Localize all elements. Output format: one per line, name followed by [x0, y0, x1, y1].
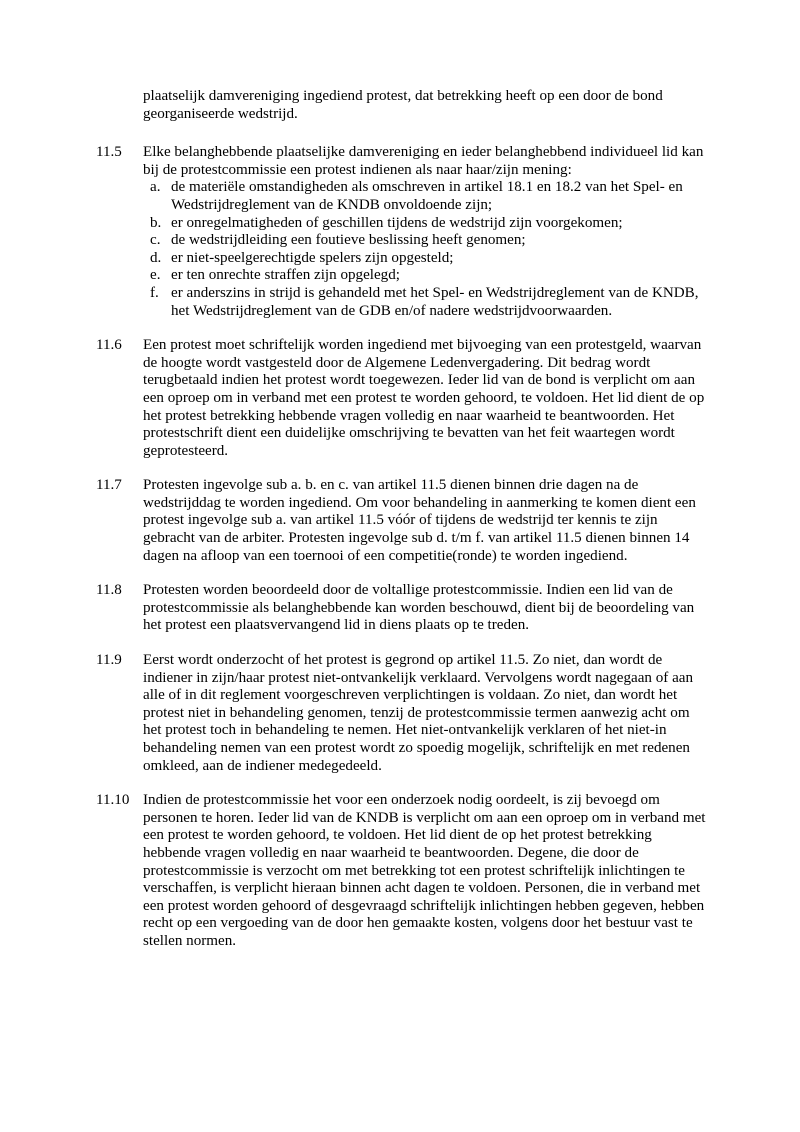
- clause-11-9: [96, 652, 706, 775]
- clause-number: 11.6: [96, 337, 122, 354]
- subitem-text: er anderszins in strijd is gehandeld met het Spel- en Wedstrijdreglement van de KNDB, het Wedstrijdreglement van de GDB en/of nadere wedstrijdvoorwaarden.: [171, 284, 699, 319]
- clause-number: 11.7: [96, 477, 122, 494]
- subitem-marker: a.: [150, 179, 161, 196]
- clause-list: [96, 144, 706, 950]
- subitem-text: er niet-speelgerechtigde spelers zijn opgesteld;: [171, 249, 454, 266]
- subitem-c: [150, 232, 706, 250]
- subitem-text: de materiële omstandigheden als omschreven in artikel 18.1 en 18.2 van het Spel- en Wedstrijdreglement van de KNDB onvoldoende zijn;: [171, 179, 683, 213]
- subitem-marker: f.: [150, 284, 159, 301]
- subitem-marker: e.: [150, 267, 161, 284]
- clause-11-10: [96, 792, 706, 950]
- subitem-text: er onregelmatigheden of geschillen tijdens de wedstrijd zijn voorgekomen;: [171, 214, 623, 231]
- continuation-paragraph-text: plaatselijk damvereniging ingediend protest, dat betrekking heeft op een door de bond georganiseerde wedstrijd.: [143, 88, 663, 122]
- clause-11-7: [96, 477, 706, 565]
- subitem-b: [150, 215, 706, 233]
- subitem-marker: b.: [150, 214, 162, 231]
- subitem-text: er ten onrechte straffen zijn opgelegd;: [171, 267, 400, 284]
- subitem-marker: d.: [150, 249, 162, 266]
- subitem-d: [150, 250, 706, 268]
- clause-text: Indien de protestcommissie het voor een onderzoek nodig oordeelt, is zij bevoegd om personen te horen. Ieder lid van de KNDB is verplicht om aan een oproep om in verband met een protest te worden gehoord, te voldoen. Het lid dient de op het protest betrekking hebbende vragen volledig en naar waarheid te beantwoorden. Degene, die door de protestcommissie is verzocht om met betrekking tot een protest schriftelijk inlichtingen te verschaffen, is verplicht hieraan binnen acht dagen te voldoen. Personen, die in verband met een protest worden gehoord of desgevraagd schriftelijk inlichtingen hebben gegeven, hebben recht op een vergoeding van de door hen gemaakte kosten, volgens door het bestuur vast te stellen normen.: [143, 792, 706, 949]
- clause-text: Een protest moet schriftelijk worden ingediend met bijvoeging van een protestgeld, waarvan de hoogte wordt vastgesteld door de Algemene Ledenvergadering. Dit bedrag wordt terugbetaald indien het protest wordt toegewezen. Ieder lid van de bond is verplicht om aan een oproep om in verband met een protest te worden gehoord, te voldoen. Het lid dient de op het protest betrekking hebbende vragen volledig en naar waarheid te beantwoorden. Het protestschrift dient een duidelijke omschrijving te bevatten van het feit waartegen wordt geprotesteerd.: [143, 337, 705, 459]
- subitem-text: de wedstrijdleiding een foutieve beslissing heeft genomen;: [171, 232, 526, 249]
- subitem-a: [150, 179, 706, 214]
- clause-subitem-list: [143, 179, 706, 320]
- document-body: [96, 88, 706, 968]
- clause-number: 11.10: [96, 792, 130, 809]
- clause-11-6: [96, 337, 706, 460]
- subitem-e: [150, 267, 706, 285]
- subitem-marker: c.: [150, 232, 161, 249]
- clause-11-5: [96, 144, 706, 320]
- clause-number: 11.5: [96, 144, 122, 161]
- clause-text: Eerst wordt onderzocht of het protest is gegrond op artikel 11.5. Zo niet, dan wordt de indiener in zijn/haar protest niet-ontvankelijk verklaard. Vervolgens wordt nagegaan of aan alle of in dit reglement voorgeschreven verplichtingen is voldaan. Zo niet, dan wordt het protest niet in behandeling genomen, tenzij de protestcommissie termen aanwezig acht om het protest toch in behandeling te nemen. Het niet-ontvankelijk verklaren of het niet-in behandeling nemen van een protest wordt zo spoedig mogelijk, schriftelijk en met redenen omkleed, aan de indiener medegedeeld.: [143, 652, 694, 774]
- clause-number: 11.8: [96, 582, 122, 599]
- clause-number: 11.9: [96, 652, 122, 669]
- clause-text: Elke belanghebbende plaatselijke damvereniging en ieder belanghebbend individueel lid kan bij de protestcommissie een protest indienen als naar haar/zijn mening:: [143, 144, 704, 178]
- subitem-f: [150, 285, 706, 320]
- continuation-paragraph: [96, 88, 706, 123]
- clause-11-8: [96, 582, 706, 635]
- clause-text: Protesten worden beoordeeld door de voltallige protestcommissie. Indien een lid van de protestcommissie als belanghebbende kan worden beschouwd, dient bij de beoordeling van het protest een plaatsvervangend lid in diens plaats op te treden.: [143, 582, 695, 634]
- clause-text: Protesten ingevolge sub a. b. en c. van artikel 11.5 dienen binnen drie dagen na de wedstrijddag te worden ingediend. Om voor behandeling in aanmerking te komen dient een protest ingevolge sub a. van artikel 11.5 vóór of tijdens de wedstrijd ter kennis te zijn gebracht van de arbiter. Protesten ingevolge sub d. t/m f. van artikel 11.5 dienen binnen 14 dagen na afloop van een toernooi of een competitie(ronde) te worden ingediend.: [143, 477, 696, 564]
